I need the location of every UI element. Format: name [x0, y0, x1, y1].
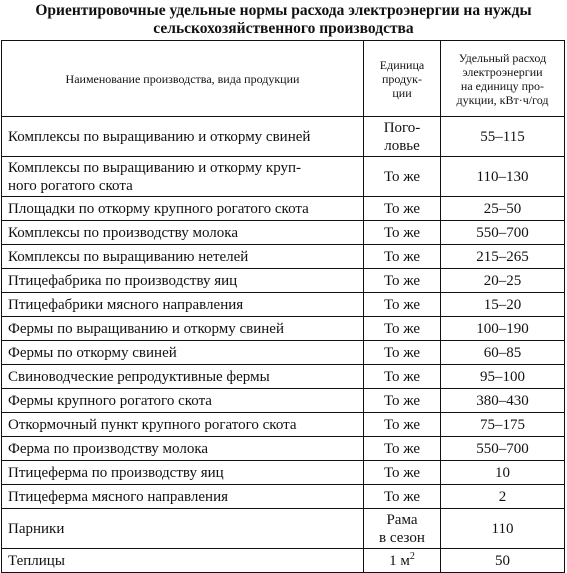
- cell-name: [2, 461, 364, 485]
- cell-unit-line: То же: [383, 440, 421, 457]
- cell-unit: [364, 365, 441, 389]
- cell-name-line: Откормочный пункт крупного рогатого скота: [8, 416, 297, 433]
- cell-unit-line: То же: [383, 248, 421, 265]
- header-rate-line: на единицу про-: [460, 78, 545, 93]
- cell-unit-line: Пого-: [383, 119, 421, 136]
- table-row: [2, 437, 565, 461]
- cell-unit: [364, 389, 441, 413]
- cell-name: [2, 293, 364, 317]
- table-row: [2, 485, 565, 509]
- cell-unit-line: То же: [383, 488, 421, 505]
- title-line-2: сельскохозяйственного производства: [153, 20, 414, 37]
- cell-name: [2, 413, 364, 437]
- cell-rate: 20–25: [441, 269, 565, 293]
- cell-unit: [364, 317, 441, 341]
- cell-name: [2, 197, 364, 221]
- cell-rate: 2: [441, 485, 565, 509]
- table-row: [2, 341, 565, 365]
- cell-name: [2, 509, 364, 549]
- cell-unit: [364, 549, 441, 573]
- cell-rate: 60–85: [441, 341, 565, 365]
- cell-unit-line: в сезон: [379, 529, 425, 546]
- table-row: [2, 117, 565, 157]
- cell-name-line: Площадки по откорму крупного рогатого скота: [8, 200, 309, 217]
- cell-rate: 15–20: [441, 293, 565, 317]
- table-row: [2, 269, 565, 293]
- cell-name-line: Комплексы по производству молока: [8, 224, 239, 241]
- cell-rate: 550–700: [441, 221, 565, 245]
- cell-unit: [364, 509, 441, 549]
- cell-unit: [364, 293, 441, 317]
- header-name: Наименование производства, вида продукции: [2, 41, 364, 117]
- cell-name-line: Свиноводческие репродуктивные фермы: [8, 368, 270, 385]
- cell-unit-line: Рама: [386, 511, 418, 528]
- cell-unit-line: То же: [383, 272, 421, 289]
- cell-unit-line: То же: [383, 200, 421, 217]
- cell-unit-line: То же: [383, 368, 421, 385]
- cell-rate: 50: [441, 549, 565, 573]
- cell-unit: [364, 157, 441, 197]
- cell-unit: [364, 341, 441, 365]
- title-line-1: Ориентировочные удельные нормы расхода электроэнергии на нужды: [35, 2, 532, 19]
- cell-name: [2, 437, 364, 461]
- table-row: [2, 549, 565, 573]
- unit-text: 1 м: [389, 552, 410, 569]
- cell-name-line: Парники: [8, 520, 65, 537]
- cell-name: [2, 117, 364, 157]
- cell-rate: 110: [441, 509, 565, 549]
- cell-unit: [364, 437, 441, 461]
- cell-unit: [364, 413, 441, 437]
- cell-name: [2, 485, 364, 509]
- cell-name: [2, 221, 364, 245]
- cell-unit: [364, 269, 441, 293]
- cell-rate: 100–190: [441, 317, 565, 341]
- cell-name: [2, 365, 364, 389]
- table-title: [0, 0, 567, 40]
- cell-rate: 95–100: [441, 365, 565, 389]
- cell-rate: 75–175: [441, 413, 565, 437]
- cell-name-line: Фермы по откорму свиней: [8, 344, 177, 361]
- cell-name-line: ного рогатого скота: [8, 177, 133, 194]
- cell-name-line: Комплексы по выращиванию нетелей: [8, 248, 249, 265]
- cell-unit-line: То же: [383, 320, 421, 337]
- cell-unit: [364, 461, 441, 485]
- cell-unit: [364, 221, 441, 245]
- cell-name: [2, 317, 364, 341]
- table-row: [2, 317, 565, 341]
- cell-unit-line: То же: [383, 392, 421, 409]
- table-row: [2, 221, 565, 245]
- header-rate: [441, 41, 565, 117]
- header-row: [2, 41, 565, 117]
- header-rate-line: Удельный расход: [458, 50, 547, 65]
- cell-unit: [364, 117, 441, 157]
- cell-name-line: Птицефабрика по производству яиц: [8, 272, 238, 289]
- cell-unit-line: То же: [383, 464, 421, 481]
- cell-rate: 550–700: [441, 437, 565, 461]
- cell-name-line: Теплицы: [8, 552, 65, 569]
- cell-unit-line: То же: [383, 168, 421, 185]
- cell-name-line: Комплексы по выращиванию и откорму круп-: [8, 159, 302, 176]
- cell-rate: 10: [441, 461, 565, 485]
- cell-name: [2, 245, 364, 269]
- cell-rate: 55–115: [441, 117, 565, 157]
- unit-superscript: 2: [409, 550, 415, 562]
- cell-name-line: Птицеферма по производству яиц: [8, 464, 224, 481]
- cell-unit: [364, 245, 441, 269]
- cell-name: [2, 389, 364, 413]
- table-row: [2, 413, 565, 437]
- cell-unit: [364, 197, 441, 221]
- cell-rate: 380–430: [441, 389, 565, 413]
- header-rate-line: дукции, кВт·ч/год: [456, 92, 549, 107]
- table-row: [2, 509, 565, 549]
- cell-unit-line: То же: [383, 416, 421, 433]
- header-unit-line: ции: [392, 85, 412, 100]
- table-row: [2, 293, 565, 317]
- table-row: [2, 461, 565, 485]
- table-row: [2, 197, 565, 221]
- cell-name: [2, 341, 364, 365]
- cell-rate: 25–50: [441, 197, 565, 221]
- header-rate-line: электроэнергии: [462, 64, 543, 79]
- cell-rate: 110–130: [441, 157, 565, 197]
- table-row: [2, 389, 565, 413]
- header-unit-line: продук-: [381, 71, 422, 86]
- cell-name: [2, 269, 364, 293]
- cell-unit-line: [364, 552, 440, 570]
- cell-unit: [364, 485, 441, 509]
- norms-table: [1, 40, 565, 573]
- cell-unit-line: ловье: [384, 137, 420, 154]
- cell-unit-line: То же: [383, 224, 421, 241]
- cell-rate: 215–265: [441, 245, 565, 269]
- table-row: [2, 157, 565, 197]
- cell-name-line: Фермы крупного рогатого скота: [8, 392, 212, 409]
- cell-name: [2, 157, 364, 197]
- cell-name-line: Комплексы по выращиванию и откорму свиней: [8, 128, 311, 145]
- cell-name: [2, 549, 364, 573]
- cell-unit-line: То же: [383, 344, 421, 361]
- table-row: [2, 365, 565, 389]
- header-unit-line: Единица: [379, 57, 425, 72]
- cell-name-line: Фермы по выращиванию и откорму свиней: [8, 320, 284, 337]
- cell-unit-line: То же: [383, 296, 421, 313]
- cell-name-line: Ферма по производству молока: [8, 440, 209, 457]
- header-unit: [364, 41, 441, 117]
- cell-name-line: Птицеферма мясного направления: [8, 488, 228, 505]
- table-row: [2, 245, 565, 269]
- cell-name-line: Птицефабрики мясного направления: [8, 296, 244, 313]
